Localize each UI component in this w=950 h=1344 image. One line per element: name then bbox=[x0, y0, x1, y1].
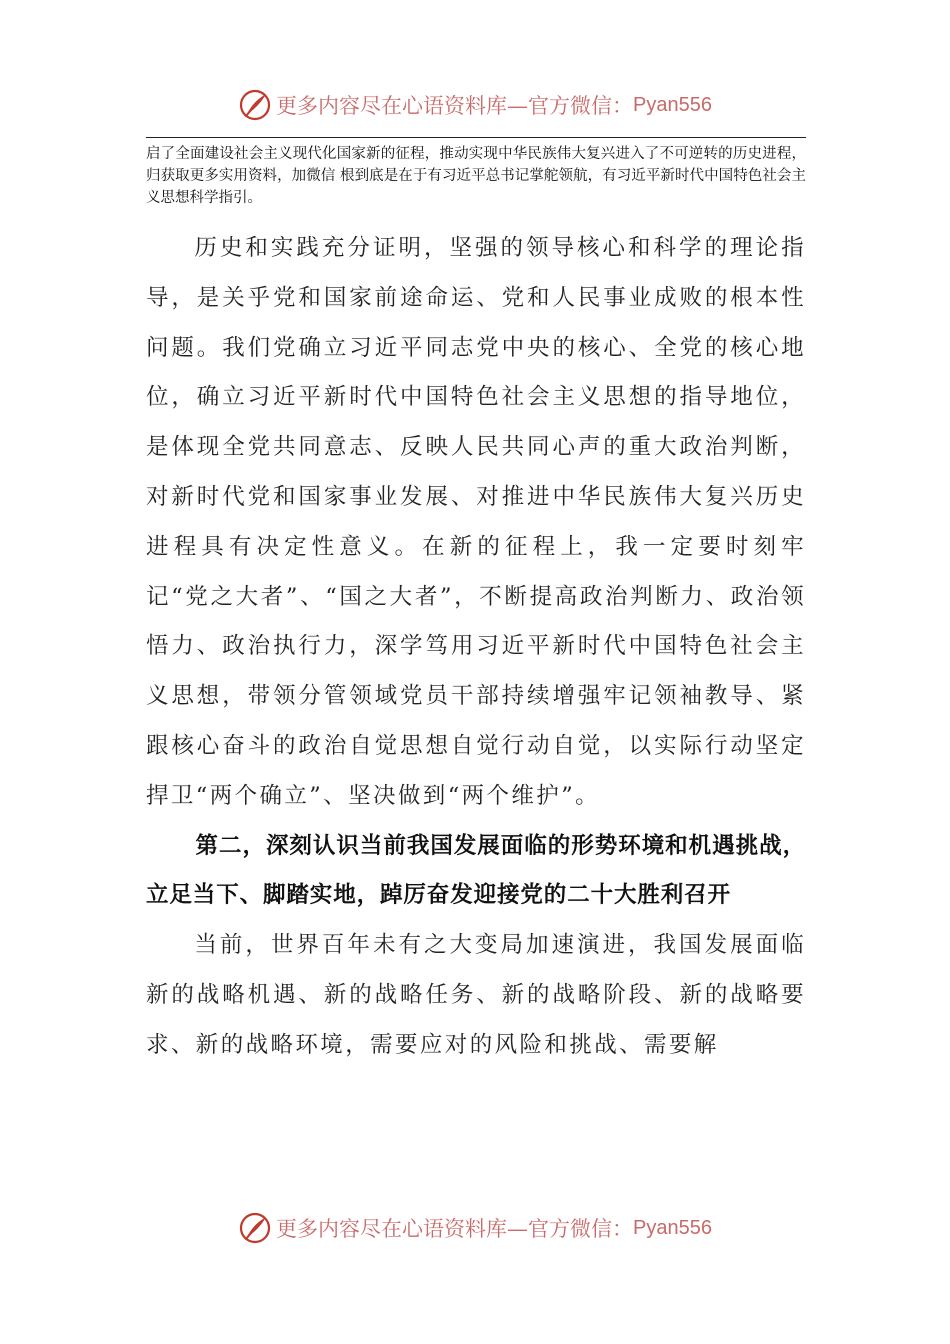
body-paragraph: 当前，世界百年未有之大变局加速演进，我国发展面临新的战略机遇、新的战略任务、新的战略阶段、新的战略要求、新的战略环境，需要应对的风险和挑战、需要解 bbox=[146, 932, 806, 1058]
header-banner-id: Pyan556 bbox=[633, 93, 712, 116]
lead-paragraph: 启了全面建设社会主义现代化国家新的征程，推动实现中华民族伟大复兴进入了不可逆转的历史进程，归获取更多实用资料，加微信 根到底是在于有习近平总书记掌舵领航，有习近平新时代中国特色社会主义思想科学指引。 bbox=[146, 146, 806, 206]
body-paragraph: 历史和实践充分证明，坚强的领导核心和科学的理论指导，是关乎党和国家前途命运、党和人民事业成败的根本性问题。我们党确立习近平同志党中央的核心、全党的核心地位，确立习近平新时代中国特色社会主义思想的指导地位，是体现全党共同意志、反映人民共同心声的重大政治判断，对新时代党和国家事业发展、对推进中华民族伟大复兴历史进程具有决定性意义。在新的征程上，我一定要时刻牢记“党之大者”、“国之大者”，不断提高政治判断力、政治领悟力、政治执行力，深学笃用习近平新时代中国特色社会主义思想，带领分管领域党员干部持续增强牢记领袖教导、紧跟核心奋斗的政治自觉思想自觉行动自觉，以实际行动坚定捍卫“两个确立”、坚决做到“两个维护”。 bbox=[146, 235, 806, 809]
document-body bbox=[146, 224, 806, 1071]
header-banner-text: 更多内容尽在心语资料库—官方微信： bbox=[276, 94, 634, 118]
header-divider bbox=[146, 137, 806, 138]
footer-banner-text: 更多内容尽在心语资料库—官方微信： bbox=[276, 1217, 634, 1241]
quill-logo-icon bbox=[238, 1211, 272, 1245]
footer-watermark-banner bbox=[0, 1203, 950, 1253]
footer-banner-id: Pyan556 bbox=[633, 1216, 712, 1239]
header-watermark-banner bbox=[0, 80, 950, 130]
section-heading: 第二，深刻认识当前我国发展面临的形势环境和机遇挑战，立足当下、脚踏实地，踔厉奋发迎接党的二十大胜利召开 bbox=[146, 832, 806, 909]
quill-logo-icon bbox=[238, 88, 272, 122]
